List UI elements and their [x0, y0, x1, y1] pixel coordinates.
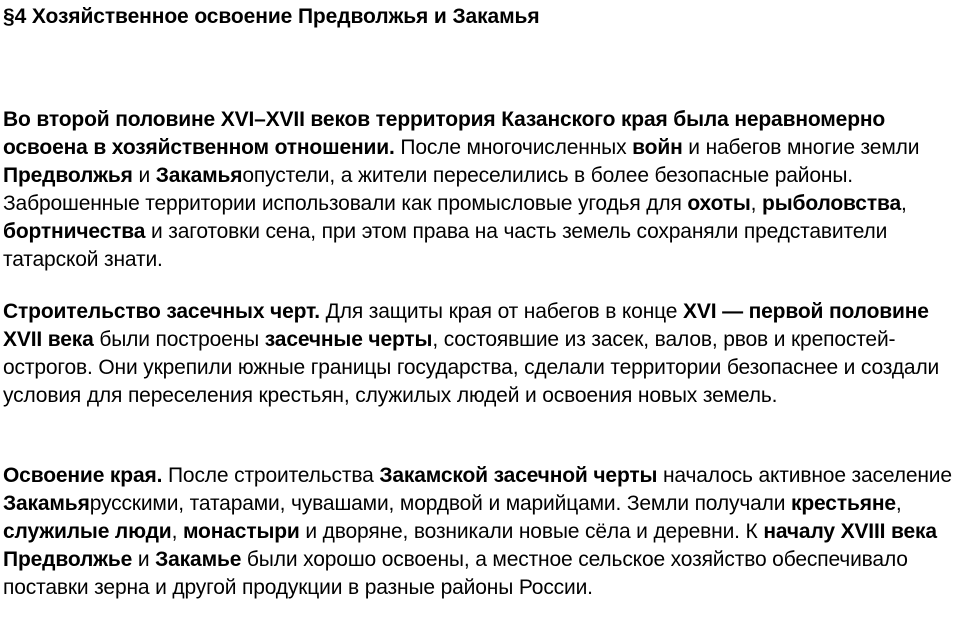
document-title: §4 Хозяйственное освоение Предволжья и Закамья	[3, 5, 540, 28]
bold-text-run: служилые люди	[3, 520, 172, 543]
text-run: русскими, татарами, чувашами, мордвой и марийцами. Земли получали	[89, 492, 792, 515]
bold-text-run: Строительство засечных черт.	[3, 300, 320, 323]
text-run: После строительства	[162, 464, 380, 487]
paragraph-settlement	[3, 462, 965, 602]
bold-text-run: засечные черты	[264, 328, 433, 351]
text-run: ,	[171, 520, 183, 543]
text-run: и	[132, 164, 156, 187]
text-run: и	[132, 548, 156, 571]
text-run: ,	[895, 492, 902, 515]
document-page	[3, 0, 965, 599]
text-run: , состоявшие из засек, валов, рвов и крепостей-острогов. Они укрепили южные границы государства, сделали территории безопаснее и создали условия для переселения крестьян, служилых людей и освоения новых земель.	[3, 328, 940, 407]
bold-text-run: крестьяне	[791, 492, 896, 515]
text-run: ,	[900, 192, 907, 215]
text-run: были построены	[93, 328, 265, 351]
text-run: и заготовки сена, при этом права на часть земель сохраняли представители татарской знати.	[3, 220, 888, 271]
text-run: ,	[750, 192, 763, 215]
text-run: опустели, а жители переселились в более безопасные районы. Заброшенные территории использовали как промысловые угодья для	[3, 164, 853, 215]
paragraph-economic-development	[3, 106, 965, 274]
text-run: были хорошо освоены, а местное сельское хозяйство обеспечивало поставки зерна и другой продукции в разные районы России.	[3, 548, 908, 599]
bold-text-run: Во второй половине XVI–XVII веков территория Казанского края была неравномерно освоена в хозяйственном отношении.	[3, 108, 886, 159]
bold-text-run: Закамья	[3, 492, 90, 515]
bold-text-run: началу XVIII века Предволжье	[3, 520, 937, 571]
text-run: После многочисленных	[394, 136, 633, 159]
text-run: и набегов многие земли	[682, 136, 920, 159]
text-run: началось активное заселение	[657, 464, 952, 487]
bold-text-run: Предволжья	[3, 164, 133, 187]
text-run: Для защиты края от набегов в конце	[319, 300, 683, 323]
bold-text-run: Закамской засечной черты	[379, 464, 658, 487]
bold-text-run: XVI — первой половине XVII века	[3, 300, 929, 351]
bold-text-run: Освоение края.	[3, 464, 163, 487]
bold-text-run: монастыри	[182, 520, 300, 543]
bold-text-run: бортничества	[3, 220, 146, 243]
bold-text-run: Закамья	[155, 164, 243, 187]
bold-text-run: войн	[632, 136, 683, 159]
bold-text-run: Закамье	[155, 548, 242, 571]
text-run: и дворяне, возникали новые сёла и деревни. К	[299, 520, 764, 543]
paragraph-defense-lines	[3, 298, 965, 410]
bold-text-run: охоты	[687, 192, 751, 215]
bold-text-run: рыболовства	[762, 192, 901, 215]
